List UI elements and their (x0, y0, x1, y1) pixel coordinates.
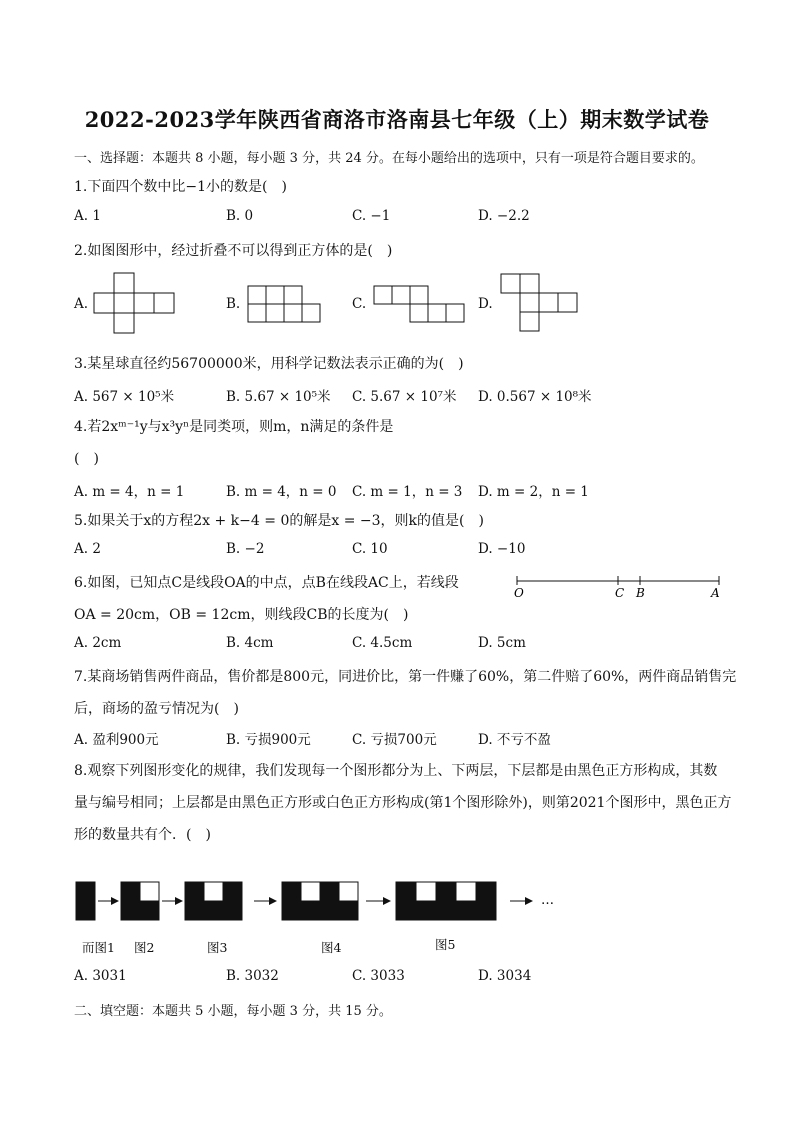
q7-option-d[interactable]: D. 不亏不盈 (478, 732, 551, 748)
question-6-stem-line2: OA = 20cm，OB = 12cm，则线段CB的长度为( ) (74, 607, 409, 623)
q8-option-b[interactable]: B. 3032 (226, 968, 279, 984)
q8-pattern-figure (74, 880, 574, 924)
q8-fig-label-2: 图2 (134, 940, 155, 955)
q2-option-d[interactable]: D. (478, 296, 493, 312)
page-title: 2022-2023学年陕西省商洛市洛南县七年级（上）期末数学试卷 (84, 107, 710, 132)
question-8-stem-line1: 8.观察下列图形变化的规律，我们发现每一个图形都分为上、下两层，下层都是由黑色正方形构成，其数 (74, 763, 718, 779)
section-fill-heading: 二、填空题：本题共 5 小题，每小题 3 分，共 15 分。 (74, 1004, 392, 1019)
q4-option-d[interactable]: D. m = 2，n = 1 (478, 484, 589, 500)
q4-option-c[interactable]: C. m = 1，n = 3 (352, 484, 463, 500)
q1-option-a[interactable]: A. 1 (74, 208, 101, 224)
question-1-stem: 1.下面四个数中比−1小的数是( ) (74, 179, 287, 195)
q8-fig-label-1: 而图1 (82, 940, 115, 955)
q6-option-a[interactable]: A. 2cm (74, 635, 122, 651)
q8-option-a[interactable]: A. 3031 (74, 968, 127, 984)
q1-option-d[interactable]: D. −2.2 (478, 208, 530, 224)
q2-net-d (500, 273, 580, 335)
q6-option-c[interactable]: C. 4.5cm (352, 635, 413, 651)
q7-option-b[interactable]: B. 亏损900元 (226, 732, 311, 748)
point-c-label: C (615, 586, 625, 600)
q6-segment-figure (512, 572, 727, 604)
point-a-label: A (711, 586, 720, 600)
q7-option-c[interactable]: C. 亏损700元 (352, 732, 437, 748)
q2-net-a (93, 272, 183, 336)
question-7-stem-line1: 7.某商场销售两件商品，售价都是800元，同进价比，第一件赚了60%，第二件赔了60%，两件商品销售完 (74, 669, 737, 685)
q3-option-a[interactable]: A. 567 × 10⁵米 (74, 389, 175, 405)
q5-option-c[interactable]: C. 10 (352, 541, 388, 557)
q2-net-c (373, 285, 473, 325)
question-8-stem-line3: 形的数量共有个．( ) (74, 827, 211, 843)
q2-option-c[interactable]: C. (352, 296, 367, 312)
q5-option-b[interactable]: B. −2 (226, 541, 265, 557)
q2-option-b[interactable]: B. (226, 296, 241, 312)
q8-fig-label-5: 图5 (435, 937, 456, 952)
pattern-ellipsis: … (541, 893, 554, 908)
question-7-stem-line2: 后，商场的盈亏情况为( ) (74, 701, 239, 717)
q4-option-b[interactable]: B. m = 4，n = 0 (226, 484, 337, 500)
q8-fig-label-4: 图4 (321, 940, 342, 955)
q2-option-a[interactable]: A. (74, 296, 89, 312)
q5-option-a[interactable]: A. 2 (74, 541, 101, 557)
q6-option-b[interactable]: B. 4cm (226, 635, 274, 651)
point-b-label: B (636, 586, 645, 600)
question-6-stem-line1: 6.如图，已知点C是线段OA的中点，点B在线段AC上，若线段 (74, 575, 459, 591)
q8-option-c[interactable]: C. 3033 (352, 968, 405, 984)
q8-option-d[interactable]: D. 3034 (478, 968, 532, 984)
question-2-stem: 2.如图图形中，经过折叠不可以得到正方体的是( ) (74, 243, 393, 259)
q3-option-d[interactable]: D. 0.567 × 10⁸米 (478, 389, 592, 405)
q5-option-d[interactable]: D. −10 (478, 541, 526, 557)
q3-option-b[interactable]: B. 5.67 × 10⁵米 (226, 389, 331, 405)
question-3-stem: 3.某星球直径约56700000米，用科学记数法表示正确的为( ) (74, 356, 464, 372)
q6-option-d[interactable]: D. 5cm (478, 635, 526, 651)
q7-option-a[interactable]: A. 盈利900元 (74, 732, 159, 748)
q1-option-c[interactable]: C. −1 (352, 208, 391, 224)
q3-option-c[interactable]: C. 5.67 × 10⁷米 (352, 389, 457, 405)
question-4-stem: 4.若2xᵐ⁻¹y与x³yⁿ是同类项，则m，n满足的条件是 (74, 419, 394, 435)
question-8-stem-line2: 量与编号相同；上层都是由黑色正方形或白色正方形构成(第1个图形除外)，则第2021个图形中，黑色正方 (74, 795, 732, 811)
q2-net-b (247, 285, 327, 325)
section-choice-heading: 一、选择题：本题共 8 小题，每小题 3 分，共 24 分。在每小题给出的选项中，只有一项是符合题目要求的。 (74, 151, 704, 166)
q1-option-b[interactable]: B. 0 (226, 208, 254, 224)
q4-option-a[interactable]: A. m = 4，n = 1 (74, 484, 185, 500)
question-4-paren: ( ) (74, 451, 99, 467)
question-5-stem: 5.如果关于x的方程2x + k−4 = 0的解是x = −3，则k的值是( ) (74, 513, 484, 529)
point-o-label: O (514, 586, 524, 600)
q8-fig-label-3: 图3 (207, 940, 228, 955)
